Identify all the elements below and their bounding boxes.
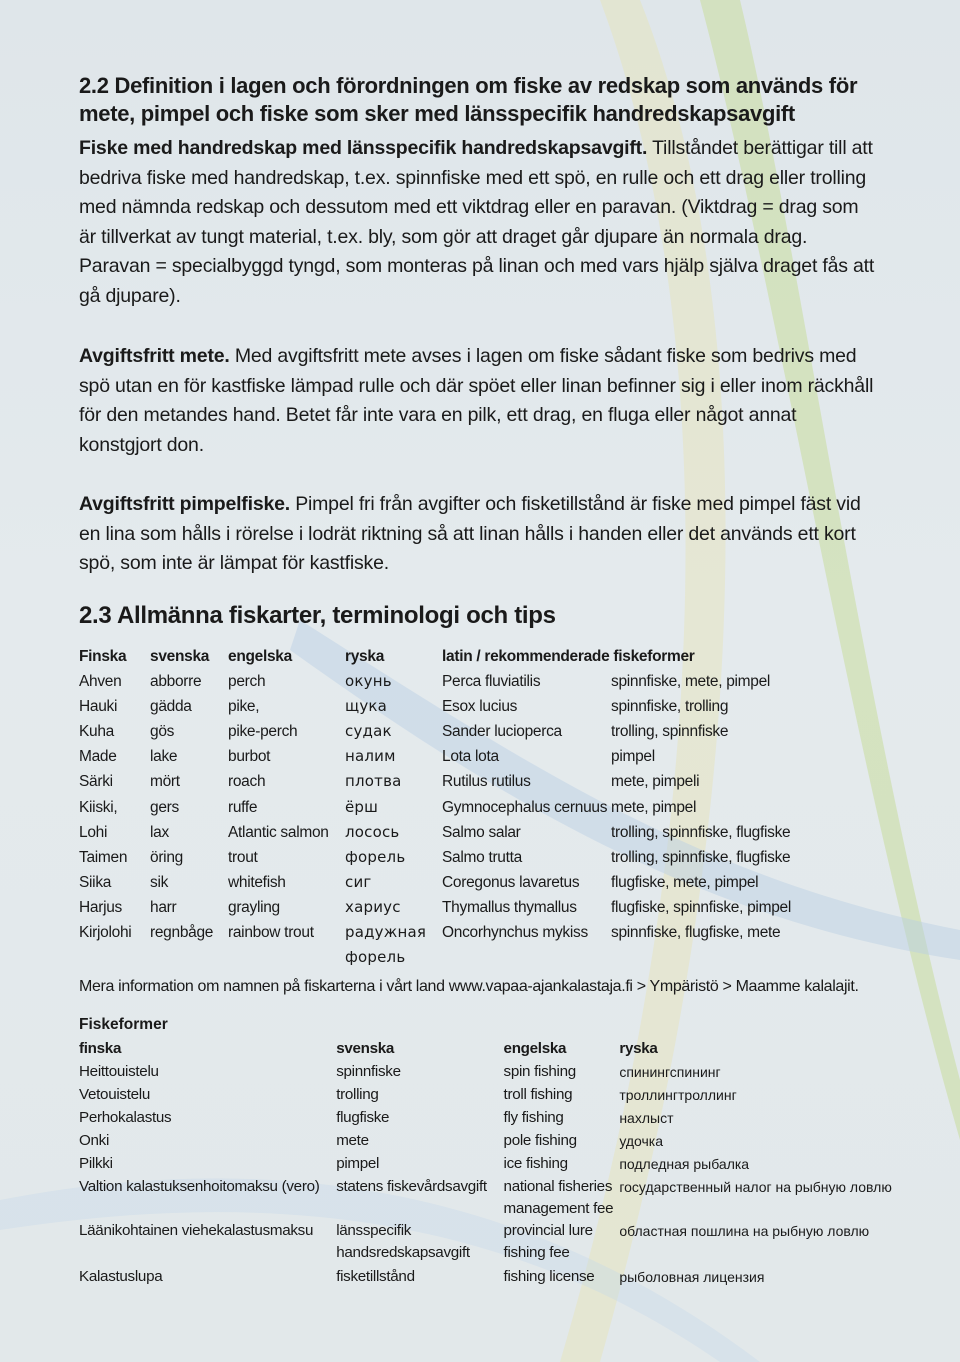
fish-forms: trolling, spinnfiske, flugfiske: [611, 848, 791, 866]
header-engelska: engelska: [503, 1040, 567, 1057]
fish-latin: Thymallus thymallus: [442, 898, 577, 916]
method-english: fly fishing: [503, 1109, 564, 1126]
header-finska: finska: [79, 1040, 122, 1057]
heading-line-2: mete, pimpel och fiske som sker med länsspecifik handredskapsavgift: [79, 101, 795, 126]
method-finnish: Heittouistelu: [79, 1063, 159, 1080]
fish-latin: Esox lucius: [442, 698, 518, 716]
header-svenska: svenska: [150, 648, 210, 665]
fish-forms: mete, pimpeli: [611, 773, 700, 791]
table-row: [79, 820, 891, 845]
fish-forms: pimpel: [611, 748, 655, 766]
fish-latin: Salmo trutta: [442, 848, 522, 866]
mete-paragraph: [79, 342, 879, 460]
fiskeformer-title: Fiskeformer: [79, 1016, 168, 1033]
fish-russian: окунь: [345, 672, 392, 691]
fish-latin: Gymnocephalus cernuus: [442, 798, 608, 816]
table-row: [79, 1153, 899, 1176]
fish-swedish: sik: [150, 873, 169, 891]
fish-swedish: lake: [150, 748, 178, 766]
fish-swedish: lax: [150, 823, 169, 841]
method-russian: троллингтроллинг: [619, 1087, 737, 1103]
table-row: [79, 945, 891, 970]
table-row: [79, 769, 891, 794]
fish-russian: плотва: [345, 772, 402, 791]
fish-swedish: abborre: [150, 673, 202, 691]
method-english: fishing license: [503, 1268, 595, 1285]
fish-finnish: Kirjolohi: [79, 924, 132, 942]
fish-finnish: Siika: [79, 873, 112, 891]
fish-latin: Sander lucioperca: [442, 723, 562, 741]
fish-english: grayling: [228, 898, 280, 916]
fish-english: pike-perch: [228, 723, 298, 741]
table-row: [79, 920, 891, 945]
table-row: [79, 719, 891, 744]
section-2-2-heading: [79, 72, 879, 128]
fish-latin: Coregonus lavaretus: [442, 873, 580, 891]
fish-swedish: gers: [150, 798, 179, 816]
fish-english: burbot: [228, 748, 271, 766]
method-swedish: pimpel: [336, 1155, 380, 1172]
fish-finnish: Kuha: [79, 723, 114, 741]
fish-swedish: [150, 945, 228, 970]
fish-english: perch: [228, 673, 266, 691]
fishing-methods-table: [79, 1038, 899, 1289]
fish-russian: форель: [345, 847, 406, 866]
method-finnish: Pilkki: [79, 1155, 113, 1172]
fish-swedish: mört: [150, 773, 180, 791]
fish-finnish: Lohi: [79, 823, 108, 841]
fish-english: roach: [228, 773, 266, 791]
section-2-2-paragraph: [79, 134, 879, 312]
fish-english: trout: [228, 848, 258, 866]
table-row: [79, 845, 891, 870]
method-finnish: Perhokalastus: [79, 1109, 172, 1126]
table-row: [79, 669, 891, 694]
fish-latin: Lota lota: [442, 748, 499, 766]
pimpel-text: Pimpel fri från avgifter och fisketillstånd är fiske med pimpel fäst vid en lina som hålls i rörelse i lodrät riktning så att linan hålls i handen eller det används ett kort spö, som inte är lämpat för kastfiske.: [79, 493, 861, 575]
table-row: [79, 1176, 899, 1220]
fish-english: Atlantic salmon: [228, 823, 329, 841]
fish-forms: trolling, spinnfiske: [611, 723, 729, 741]
fish-forms: spinnfiske, mete, pimpel: [611, 673, 771, 691]
fish-forms: flugfiske, spinnfiske, pimpel: [611, 898, 791, 916]
method-russian: рыболовная лицензия: [619, 1269, 765, 1285]
method-finnish: Onki: [79, 1132, 110, 1149]
method-swedish: länsspecifik handsredskapsavgift: [336, 1222, 470, 1261]
method-finnish: Valtion kalastuksenhoitomaksu (vero): [79, 1178, 320, 1195]
fish-english: ruffe: [228, 798, 258, 816]
table-row: [79, 1061, 899, 1084]
table-row: [79, 1266, 899, 1289]
fish-finnish: Hauki: [79, 698, 118, 716]
more-info-text: Mera information om namnen på fiskarterna i vårt land www.vapaa-ajankalastaja.fi > Ympäristö > Maamme kalalajit.: [79, 978, 859, 995]
fish-forms: spinnfiske, flugfiske, mete: [611, 924, 781, 942]
table-row: [79, 895, 891, 920]
fish-latin: Rutilus rutilus: [442, 773, 531, 791]
header-finska: Finska: [79, 648, 127, 665]
fish-english: [228, 945, 345, 970]
fish-finnish: Särki: [79, 773, 113, 791]
methods-table-header: [79, 1038, 899, 1061]
heading-line-1: 2.2 Definition i lagen och förordningen om fiske av redskap som används för: [79, 73, 858, 98]
method-finnish: Kalastuslupa: [79, 1268, 163, 1285]
table-row: [79, 870, 891, 895]
fish-russian: лосось: [345, 822, 400, 841]
header-svenska: svenska: [336, 1040, 395, 1057]
method-english: provincial lure fishing fee: [503, 1222, 593, 1261]
method-english: ice fishing: [503, 1155, 568, 1172]
fish-forms: spinnfiske, trolling: [611, 698, 729, 716]
fish-russian: хариус: [345, 897, 401, 916]
method-swedish: spinnfiske: [336, 1063, 401, 1080]
fish-swedish: regnbåge: [150, 924, 214, 942]
method-russian: спинингспининг: [619, 1064, 721, 1080]
fish-latin: [442, 945, 611, 970]
fish-english: rainbow trout: [228, 924, 314, 942]
fish-russian: налим: [345, 747, 396, 766]
method-swedish: trolling: [336, 1086, 379, 1103]
method-russian: нахлыст: [619, 1110, 674, 1126]
table-row: [79, 694, 891, 719]
method-swedish: mete: [336, 1132, 369, 1149]
method-english: troll fishing: [503, 1086, 573, 1103]
fish-russian: щука: [345, 697, 388, 716]
pimpel-paragraph: [79, 490, 879, 579]
method-russian: удочка: [619, 1133, 664, 1149]
pimpel-title: Avgiftsfritt pimpelfiske.: [79, 493, 290, 515]
table-row: [79, 1084, 899, 1107]
header-engelska: engelska: [228, 648, 292, 665]
table-row: [79, 1107, 899, 1130]
fish-english: whitefish: [228, 873, 286, 891]
fish-english: pike,: [228, 698, 260, 716]
fish-russian: сиг: [345, 872, 372, 891]
handredskap-title: Fiske med handredskap med länsspecifik handredskapsavgift.: [79, 137, 648, 159]
section-2-3-heading: 2.3 Allmänna fiskarter, terminologi och tips: [79, 602, 556, 629]
table-row: [79, 744, 891, 769]
method-swedish: flugfiske: [336, 1109, 390, 1126]
table-row: [79, 1220, 899, 1266]
fish-forms: trolling, spinnfiske, flugfiske: [611, 823, 791, 841]
fish-finnish: Taimen: [79, 848, 128, 866]
table-row: [79, 1130, 899, 1153]
fish-table-header: [79, 644, 891, 669]
method-finnish: Läänikohtainen viehekalastusmaksu: [79, 1222, 314, 1239]
fish-swedish: gös: [150, 723, 175, 741]
handredskap-text: Tillståndet berättigar till att bedriva fiske med handredskap, t.ex. spinnfiske med ett spö, en rulle och ett drag eller trolling med nämnda redskap och dessutom med ett viktdrag eller en paravan. (Viktdrag = drag som är tillverkat av tungt material, t.ex. bly, som gör att draget går djupare än normala drag. Paravan = specialbyggd tyngd, som monteras på linan och med vars hjälp själva draget fås att gå djupare).: [79, 137, 875, 307]
method-english: national fisheries management fee: [503, 1178, 614, 1217]
fish-finnish: Made: [79, 748, 117, 766]
fish-latin: Perca fluviatilis: [442, 673, 541, 691]
fish-latin: Salmo salar: [442, 823, 521, 841]
fish-russian: радужная: [345, 923, 427, 942]
header-ryska: ryska: [619, 1040, 658, 1057]
fish-forms: [611, 945, 891, 970]
fish-russian: ёрш: [345, 797, 379, 816]
mete-title: Avgiftsfritt mete.: [79, 345, 230, 367]
method-english: pole fishing: [503, 1132, 577, 1149]
fish-latin: Oncorhynchus mykiss: [442, 924, 588, 942]
fish-forms: mete, pimpel: [611, 798, 697, 816]
method-finnish: Vetouistelu: [79, 1086, 151, 1103]
header-ryska: ryska: [345, 648, 385, 665]
method-russian: областная пошлина на рыбную ловлю: [619, 1223, 870, 1239]
table-row: [79, 795, 891, 820]
fish-species-table: [79, 644, 891, 970]
fish-russian: судак: [345, 722, 392, 741]
method-english: spin fishing: [503, 1063, 576, 1080]
method-russian: подледная рыбалка: [619, 1156, 750, 1172]
method-russian: государственный налог на рыбную ловлю: [619, 1179, 892, 1195]
header-latin: latin / rekommenderade fiskeformer: [442, 648, 695, 665]
fish-swedish: gädda: [150, 698, 192, 716]
fish-finnish: [79, 945, 150, 970]
method-swedish: statens fiskevårdsavgift: [336, 1178, 487, 1195]
fish-russian: форель: [345, 948, 406, 967]
fish-forms: flugfiske, mete, pimpel: [611, 873, 759, 891]
fish-swedish: harr: [150, 898, 177, 916]
mete-text: Med avgiftsfritt mete avses i lagen om fiske sådant fiske som bedrivs med spö utan en för kastfiske lämpad rulle och där spöet eller linan befinner sig i eller inom räckhåll för den metandes hand. Betet får inte vara en pilk, ett drag, en fluga eller något annat konstgjort don.: [79, 345, 874, 456]
fish-swedish: öring: [150, 848, 183, 866]
fish-finnish: Ahven: [79, 673, 122, 691]
method-swedish: fisketillstånd: [336, 1268, 415, 1285]
fish-finnish: Harjus: [79, 898, 122, 916]
fish-finnish: Kiiski,: [79, 798, 118, 816]
